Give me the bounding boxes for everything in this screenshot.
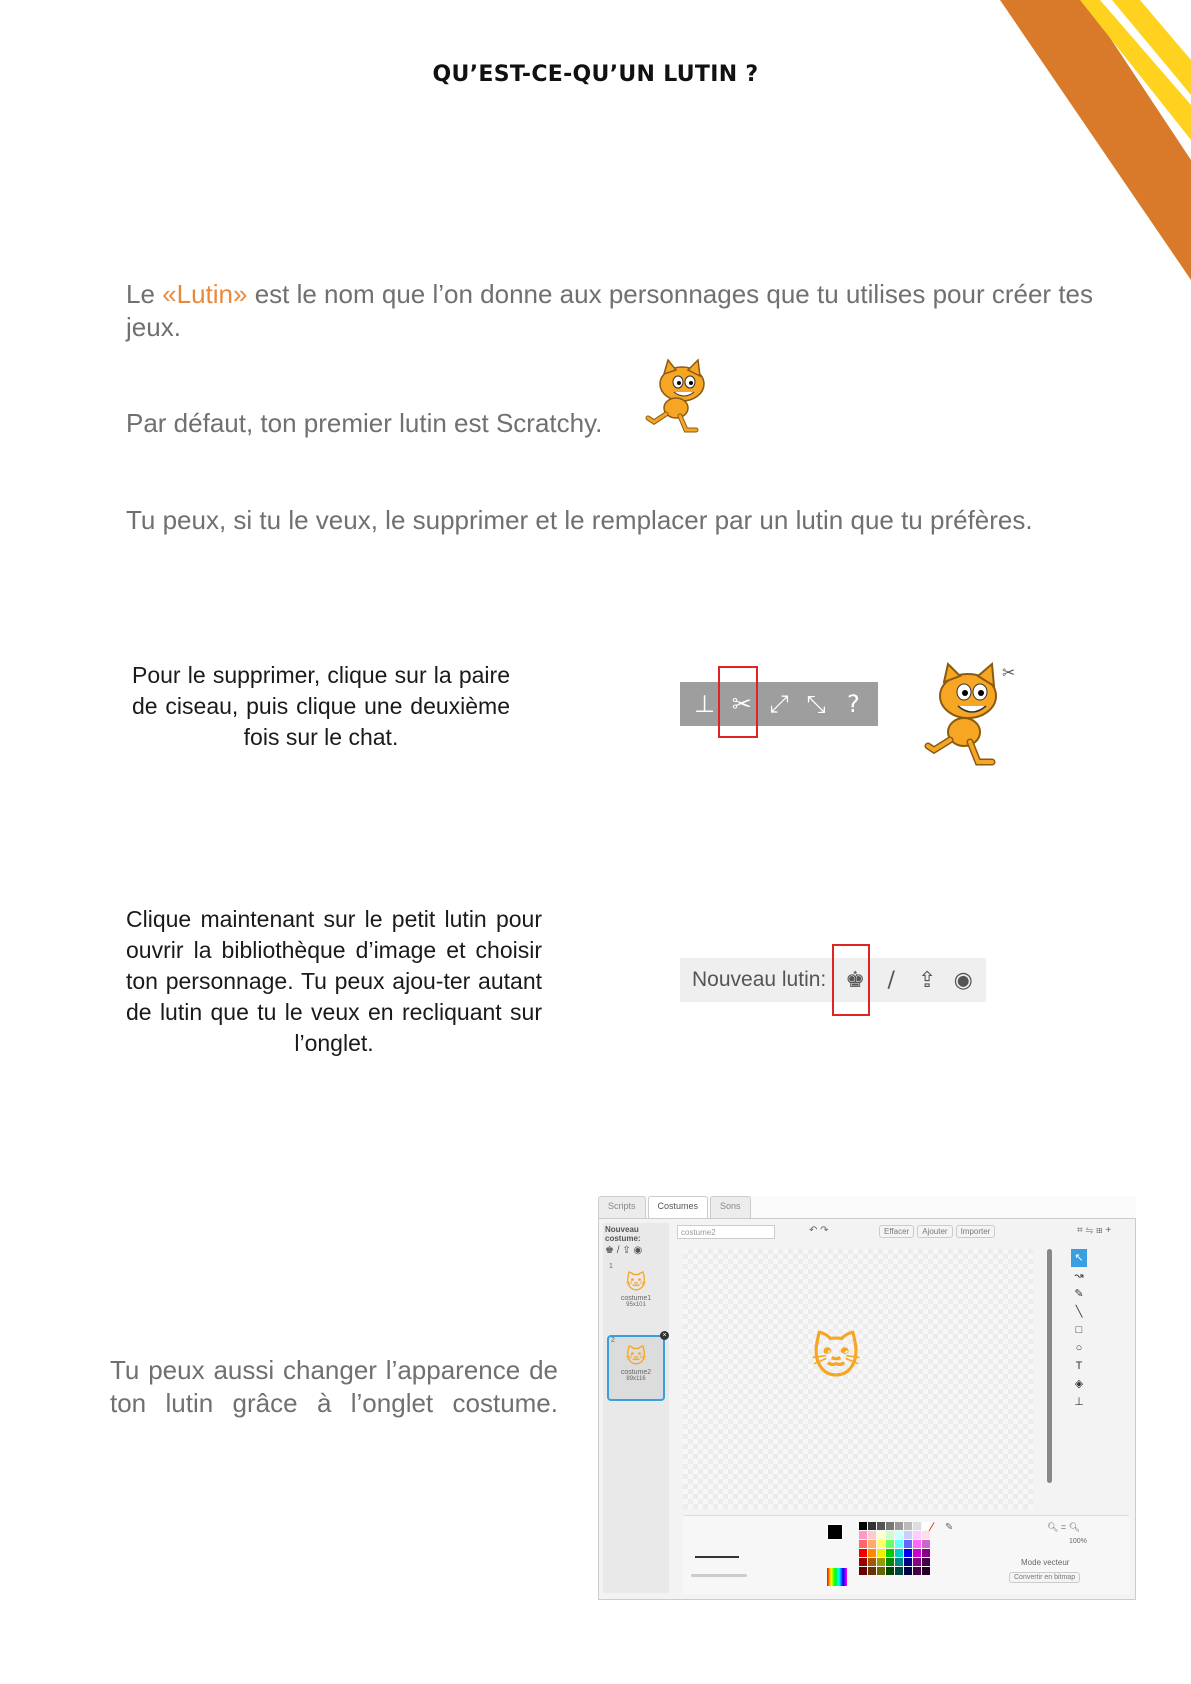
convert-bitmap-button[interactable]: Convertir en bitmap [1009,1572,1080,1583]
upload-icon[interactable]: ⇪ [918,967,937,993]
undo-icon[interactable]: ↶ ↷ [809,1225,829,1236]
costume-name-input[interactable] [677,1225,775,1239]
costume-paint-icon[interactable]: / [616,1245,620,1256]
costume-item-2[interactable] [607,1332,667,1401]
sprite-library-highlight [832,944,870,1016]
costume-size: 95x101 [626,1302,646,1308]
costume-camera-icon[interactable]: ◉ [633,1245,643,1256]
page-title: QU’EST-CE-QU’UN LUTIN ? [432,62,759,87]
ellipse-tool-icon[interactable]: ○ [1075,1342,1083,1354]
costume-editor-screenshot [598,1196,1136,1600]
line-tool-icon[interactable]: ╲ [1075,1306,1083,1318]
costume-list [603,1223,669,1593]
costume-number: 1 [609,1263,613,1270]
add-button[interactable]: Ajouter [917,1225,952,1238]
new-sprite-instructions: Clique maintenant sur le petit lutin pour ouvrir la bibliothèque d’image et choisir ton personnage. Tu peux ajou-ter autant de lutin que tu le veux en recliquant sur l’onglet. [126,906,542,1056]
costume-size: 89x116 [626,1376,646,1382]
costume-name: costume1 [620,1295,652,1302]
intro-paragraph [126,278,1146,344]
color-pane [683,1515,1129,1594]
clear-button[interactable]: Effacer [879,1225,914,1238]
intro-before: Le [126,279,163,309]
cat-thumb-icon: 🐱︎ [625,1272,647,1294]
intro-after: est le nom que l’on donne aux personnages que tu utilises pour créer tes jeux. [126,279,1094,342]
intro-highlight: «Lutin» [162,279,248,309]
import-button[interactable]: Importer [956,1225,996,1238]
svg-text:✂: ✂ [1002,663,1016,682]
color-palette[interactable] [859,1522,930,1575]
canvas-scrollbar[interactable] [1047,1249,1052,1483]
delete-instructions: Pour le supprimer, clique sur la paire de ciseau, puis clique une deuxième fois sur le chat. [132,662,510,750]
editor-body [598,1218,1136,1600]
costume-library-icon[interactable]: ♚ [605,1245,614,1256]
transparent-color-icon[interactable]: ⁄ [931,1520,934,1534]
editor-tabs [598,1196,751,1218]
cat-costume-icon: 🐱︎ [811,1331,862,1384]
fill-tool-icon[interactable]: ◈ [1074,1378,1084,1390]
grow-icon[interactable]: ⤢ [769,690,789,718]
costume-text: Tu peux aussi changer l’apparence de ton lutin grâce à l’onglet costume. [110,1355,558,1418]
corner-decoration [0,0,1191,280]
sprite-library-icon[interactable]: ♚ [845,967,866,993]
mode-label: Mode vecteur [1021,1558,1070,1567]
scratch-cat-image [640,358,720,438]
zoom-controls[interactable]: 🔍︎ = 🔍︎ [1047,1522,1081,1532]
camera-icon[interactable]: ◉ [953,967,973,993]
new-costume-icons [603,1245,669,1256]
line-width-slider[interactable] [691,1574,747,1577]
tab-scripts[interactable]: Scripts [598,1196,646,1218]
scissors-icon[interactable]: ✂ [731,690,752,718]
replace-text: Tu peux, si tu le veux, le supprimer et le remplacer par un lutin que tu préfères. [126,505,1033,535]
stamp-tool-icon[interactable]: ⊥ [1074,1396,1084,1408]
color-picker-gradient[interactable] [827,1568,847,1586]
text-tool-icon[interactable]: T [1075,1360,1083,1372]
rectangle-tool-icon[interactable]: □ [1075,1324,1083,1336]
close-icon[interactable]: × [660,1331,669,1340]
new-costume-label: Nouveau costume: [605,1225,641,1243]
scratch-cat-scissors-image [920,660,1020,770]
shrink-icon[interactable]: ⤡ [806,690,826,718]
zoom-level: 100% [1069,1538,1087,1545]
tab-sounds[interactable]: Sons [710,1196,751,1218]
transform-icons[interactable]: ⌗ ⇋ ⊞ + [1077,1225,1112,1236]
select-tool-icon[interactable]: ↖ [1071,1249,1087,1267]
sprite-tools-toolbar [680,682,878,726]
scissors-highlight [718,666,758,738]
cat-thumb-icon: 🐱︎ [625,1346,647,1368]
costume-number: 2 [611,1337,615,1344]
tab-costumes[interactable]: Costumes [648,1196,709,1218]
pencil-tool-icon[interactable]: ✎ [1074,1288,1084,1300]
stamp-icon[interactable]: ⊥ [694,690,716,718]
costume-upload-icon[interactable]: ⇪ [622,1245,631,1256]
primary-color-swatch[interactable] [827,1524,843,1540]
costume-item-1[interactable] [609,1263,663,1325]
drawing-canvas[interactable] [683,1249,1033,1509]
default-sprite-text: Par défaut, ton premier lutin est Scratchy. [126,408,603,438]
costume-name: costume2 [620,1369,652,1376]
eyedropper-icon[interactable]: ✎ [945,1522,954,1533]
new-sprite-label: Nouveau lutin: [692,968,827,991]
reshape-tool-icon[interactable]: ↝ [1074,1270,1084,1282]
help-icon[interactable]: ? [846,690,860,718]
line-width-preview [695,1556,739,1558]
drawing-tools [1071,1249,1087,1411]
paint-brush-icon[interactable]: / [887,967,895,993]
editor-actions [879,1225,995,1238]
